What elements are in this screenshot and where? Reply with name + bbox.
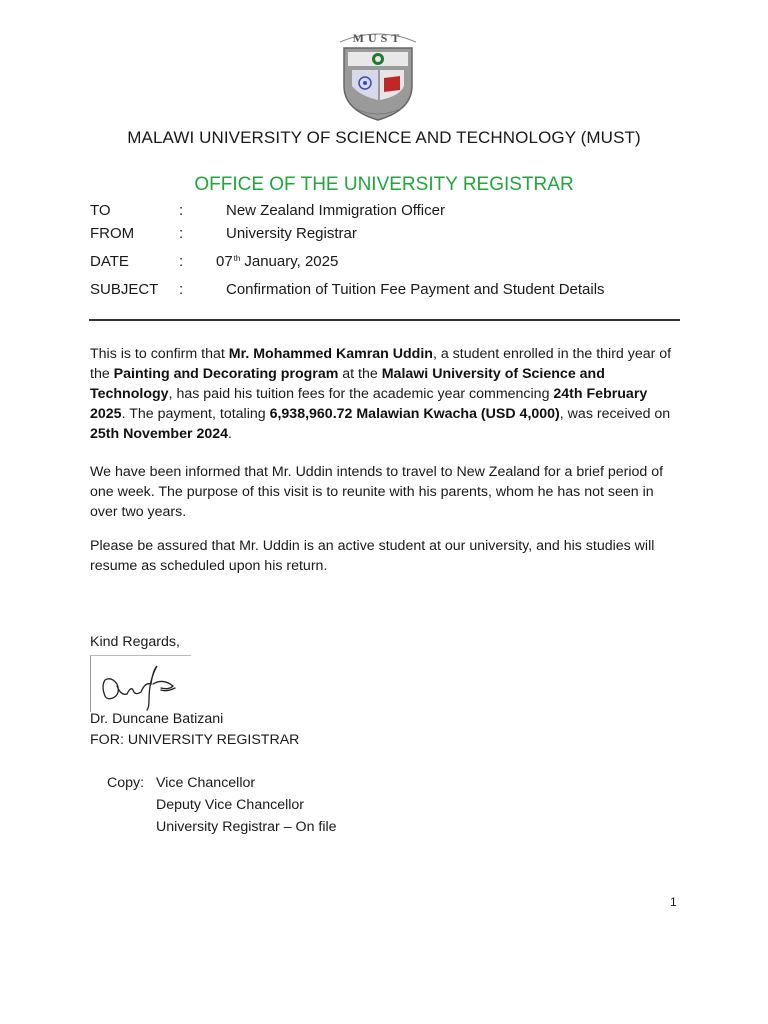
date-label: DATE xyxy=(90,253,129,270)
to-colon: : xyxy=(179,202,184,219)
to-value: New Zealand Immigration Officer xyxy=(226,202,445,219)
institution-name: Malawi University of Science and Technology xyxy=(90,366,605,402)
academic-year-start: 24th February 2025 xyxy=(90,386,648,422)
from-colon: : xyxy=(179,225,184,242)
header-divider xyxy=(89,319,680,321)
payment-amount: 6,938,960.72 Malawian Kwacha (USD 4,000) xyxy=(269,406,560,422)
signature-image xyxy=(90,655,191,712)
from-label: FROM xyxy=(90,225,135,242)
student-name: Mr. Mohammed Kamran Uddin xyxy=(228,346,433,362)
date-colon: : xyxy=(179,253,184,270)
date-day: 07 xyxy=(216,253,233,270)
subject-colon: : xyxy=(179,281,184,298)
copy-label: Copy: xyxy=(107,775,145,791)
paragraph-confirmation: This is to confirm that Mr. Mohammed Kamran Uddin, a student enrolled in the third year of the Painting and Decorating program at the Malawi University of Science and Technology, has paid his tuition fees for the academic year commencing 24th February 2025. The payment, totaling 6,938,960.72 Malawian Kwacha (USD 4,000), was received on 25th November 2024. xyxy=(90,346,672,442)
date-rest: January, 2025 xyxy=(244,253,339,270)
closing-regards: Kind Regards, xyxy=(90,634,180,650)
copy-item: Vice Chancellor xyxy=(156,775,256,791)
subject-label: SUBJECT xyxy=(90,281,159,298)
copy-item: University Registrar – On file xyxy=(156,819,337,835)
date-suffix: th xyxy=(233,254,241,263)
from-value: University Registrar xyxy=(226,225,357,242)
university-name: MALAWI UNIVERSITY OF SCIENCE AND TECHNOLOGY (MUST) xyxy=(127,128,641,147)
subject-value: Confirmation of Tuition Fee Payment and Student Details xyxy=(226,281,605,298)
program-name: Painting and Decorating program xyxy=(113,366,339,382)
to-label: TO xyxy=(90,202,111,219)
signatory-name: Dr. Duncane Batizani xyxy=(90,711,224,727)
paragraph-travel: We have been informed that Mr. Uddin intends to travel to New Zealand for a brief period of one week. The purpose of this visit is to reunite with his parents, whom he has not seen in over two years. xyxy=(90,464,664,520)
signatory-title: FOR: UNIVERSITY REGISTRAR xyxy=(90,732,300,748)
payment-date: 25th November 2024 xyxy=(90,426,229,442)
svg-text:MUST: MUST xyxy=(352,31,404,45)
office-title: OFFICE OF THE UNIVERSITY REGISTRAR xyxy=(194,174,574,195)
page-number: 1 xyxy=(670,895,677,909)
paragraph-assurance: Please be assured that Mr. Uddin is an active student at our university, and his studies will resume as scheduled upon his return. xyxy=(90,538,655,574)
university-logo xyxy=(330,28,426,124)
date-value xyxy=(216,253,338,270)
copy-item: Deputy Vice Chancellor xyxy=(156,797,304,813)
